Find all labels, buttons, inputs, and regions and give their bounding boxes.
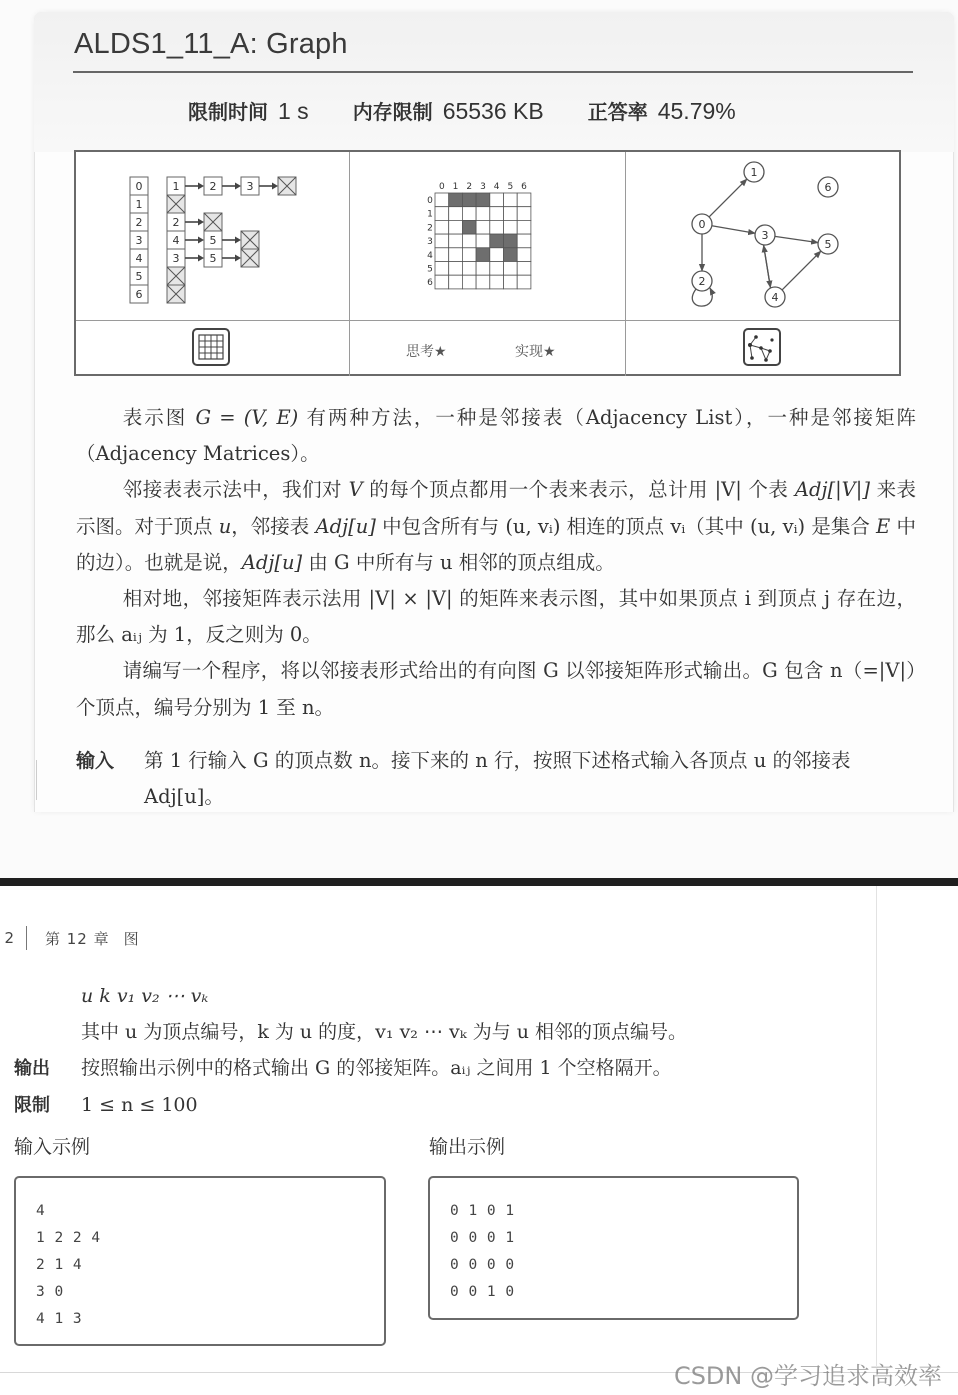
- watermark: CSDN @学习追求高效率: [673, 1362, 942, 1390]
- time-limit: [188, 96, 309, 125]
- implementation-rating: [515, 341, 556, 361]
- matrix-cell-filled: [476, 193, 490, 207]
- output-spec: [14, 1050, 687, 1087]
- matrix-cell-filled: [490, 234, 504, 248]
- matrix-cell: [462, 234, 476, 248]
- list-arrow-head: [198, 183, 204, 190]
- adjacency-matrix-figure: [350, 152, 626, 320]
- graph-node-label: 6: [824, 181, 832, 194]
- matrix-cell: [462, 207, 476, 221]
- list-node-label: 2: [172, 216, 180, 229]
- problem-title: ALDS1_11_A: Graph: [74, 28, 348, 60]
- matrix-cell-filled: [504, 248, 518, 262]
- sample-input-line: 4 1 3: [36, 1311, 83, 1327]
- matrix-cell: [476, 262, 490, 276]
- column-label: 4: [493, 182, 500, 192]
- page-number: 2: [4, 929, 14, 947]
- paragraph-task: 请编写一个程序，将以邻接表形式给出的有向图 G 以邻接矩阵形式输出。G 包含 n（=|V|）个顶点，编号分别为 1 至 n。: [76, 659, 916, 719]
- matrix-cell: [476, 220, 490, 234]
- matrix-cell: [517, 207, 531, 221]
- book-page-bottom: [0, 886, 958, 1395]
- limit-label: 限制: [14, 1095, 50, 1116]
- matrix-cell-filled: [476, 248, 490, 262]
- input-format-description: 其中 u 为顶点编号，k 为 u 的度，v₁ v₂ ⋯ vₖ 为与 u 相邻的顶点编号。: [81, 1021, 688, 1043]
- matrix-cell: [435, 234, 449, 248]
- matrix-cell: [517, 262, 531, 276]
- matrix-cell: [490, 262, 504, 276]
- row-label: 1: [427, 209, 433, 220]
- column-label: 5: [507, 182, 514, 192]
- matrix-cell: [462, 248, 476, 262]
- row-label: 6: [427, 278, 433, 289]
- index-label: 2: [135, 216, 143, 229]
- list-node-label: 5: [209, 252, 217, 265]
- matrix-cell: [476, 234, 490, 248]
- index-label: 5: [135, 270, 143, 283]
- sample-input-line: 1 2 2 4: [36, 1230, 101, 1246]
- graph-node-label: 1: [750, 166, 758, 179]
- page-edge: [36, 760, 37, 800]
- matrix-cell: [449, 234, 463, 248]
- directed-graph-diagram: [626, 152, 899, 320]
- figure-footer-right: [626, 320, 899, 376]
- row-label: 5: [427, 264, 433, 275]
- column-label: 1: [452, 182, 459, 192]
- matrix-cell-filled: [449, 193, 463, 207]
- running-header: [0, 926, 139, 950]
- problem-description: [76, 400, 916, 726]
- figure-footer-ratings: [350, 320, 626, 376]
- paragraph-adjacency-list: 邻接表表示法中，我们对 V 的每个顶点都用一个表来表示，总计用 |V| 个表 Adj[|V|] 来表示图。对于顶点 u，邻接表 Adj[u] 中包含所有与 (u, vᵢ) 相连的顶点 vᵢ（其中 (u, vᵢ) 是集合 E 中的边）。也就是说，Adj[u] 由 G 中所有与 u 相邻的顶点组成。: [76, 478, 916, 574]
- column-label: 6: [521, 182, 527, 192]
- index-label: 0: [135, 180, 143, 193]
- matrix-cell: [490, 275, 504, 289]
- matrix-cell: [462, 275, 476, 289]
- list-arrow-head: [235, 255, 241, 262]
- column-label: 3: [480, 182, 486, 192]
- star-icon: ★: [543, 344, 556, 360]
- matrix-cell: [504, 262, 518, 276]
- sample-output-title: 输出示例: [429, 1136, 506, 1158]
- time-limit-value: 1 s: [278, 98, 309, 124]
- matrix-cell: [449, 262, 463, 276]
- graph-node-label: 0: [698, 218, 706, 231]
- matrix-cell: [517, 220, 531, 234]
- sample-input-line: 3 0: [36, 1284, 64, 1300]
- output-label: 输出: [14, 1058, 50, 1079]
- matrix-cell: [504, 220, 518, 234]
- sample-input-line: 2 1 4: [36, 1257, 83, 1273]
- adjacency-matrix-diagram: [350, 152, 626, 320]
- list-node-label: 1: [172, 180, 180, 193]
- graph-node-label: 5: [824, 238, 832, 251]
- graph-edge: [709, 179, 747, 217]
- matrix-cell: [517, 234, 531, 248]
- input-label: 输入: [76, 750, 115, 772]
- memory-limit: [353, 96, 544, 125]
- list-node-label: 3: [246, 180, 254, 193]
- matrix-cell-filled: [462, 220, 476, 234]
- list-arrow-head: [198, 237, 204, 244]
- list-node-label: 2: [209, 180, 217, 193]
- time-limit-label: 限制时间: [188, 100, 268, 124]
- matrix-cell: [462, 262, 476, 276]
- limit-spec-text: 1 ≤ n ≤ 100: [81, 1094, 198, 1116]
- memory-limit-label: 内存限制: [352, 100, 433, 124]
- thinking-label: 思考: [406, 344, 434, 360]
- index-label: 6: [135, 288, 143, 301]
- matrix-cell: [504, 275, 518, 289]
- sample-input-title: 输入示例: [14, 1136, 91, 1158]
- matrix-cell: [449, 220, 463, 234]
- matrix-cell: [435, 248, 449, 262]
- graph-node-label: 2: [698, 275, 706, 288]
- graph-node-label: 4: [771, 291, 779, 304]
- matrix-cell: [476, 275, 490, 289]
- accuracy-rate-label: 正答率: [587, 100, 648, 124]
- matrix-cell: [517, 275, 531, 289]
- list-arrow-head: [198, 219, 204, 226]
- header-separator: [26, 926, 27, 950]
- matrix-cell: [435, 207, 449, 221]
- input-spec: [76, 743, 916, 815]
- chapter-number: 第 12 章: [45, 929, 110, 948]
- list-node-label: 5: [209, 234, 217, 247]
- matrix-cell: [449, 275, 463, 289]
- list-arrow-head: [198, 255, 204, 262]
- directed-graph-figure: [626, 152, 899, 320]
- matrix-grid-icon: [76, 321, 350, 377]
- list-arrow-head: [272, 183, 278, 190]
- index-label: 4: [135, 252, 143, 265]
- matrix-cell: [449, 248, 463, 262]
- adjacency-list-figure: [76, 152, 350, 320]
- row-label: 4: [427, 250, 433, 261]
- sample-output-box: [428, 1176, 799, 1320]
- matrix-cell: [504, 193, 518, 207]
- list-arrow-head: [235, 237, 241, 244]
- matrix-cell: [490, 220, 504, 234]
- graph-node-label: 3: [761, 229, 769, 242]
- list-node-label: 4: [172, 234, 180, 247]
- row-label: 2: [427, 223, 433, 234]
- column-label: 0: [438, 182, 445, 192]
- graph-icon: [626, 321, 899, 377]
- matrix-cell-filled: [462, 193, 476, 207]
- sample-output-line: 0 0 0 0: [450, 1257, 515, 1273]
- adjacency-list-diagram: [76, 152, 350, 320]
- paragraph-adjacency-matrix: 相对地，邻接矩阵表示法用 |V| × |V| 的矩阵来表示图，其中如果顶点 i 到顶点 j 存在边，那么 aᵢⱼ 为 1，反之则为 0。: [76, 587, 916, 647]
- output-spec-text: 按照输出示例中的格式输出 G 的邻接矩阵。aᵢⱼ 之间用 1 个空格隔开。: [81, 1057, 672, 1079]
- row-label: 0: [427, 196, 433, 206]
- graph-edge: [775, 236, 818, 242]
- input-format: [14, 978, 687, 1124]
- sample-output-line: 0 0 0 1: [450, 1230, 515, 1246]
- title-divider: [73, 71, 913, 73]
- matrix-cell: [435, 220, 449, 234]
- accuracy-rate-value: 45.79%: [657, 98, 736, 124]
- matrix-cell: [517, 248, 531, 262]
- star-icon: ★: [434, 344, 447, 360]
- list-node-label: 3: [172, 252, 180, 265]
- problem-meta: [188, 96, 736, 125]
- matrix-cell: [435, 275, 449, 289]
- row-label: 3: [427, 237, 433, 248]
- sample-output-line: 0 0 1 0: [450, 1284, 515, 1300]
- page-edge-right: [876, 886, 877, 1366]
- matrix-cell-filled: [504, 234, 518, 248]
- matrix-cell: [435, 193, 449, 207]
- matrix-cell: [476, 207, 490, 221]
- paragraph-representations: 表示图 G = (V, E) 有两种方法，一种是邻接表（Adjacency List），一种是邻接矩阵（Adjacency Matrices）。: [76, 406, 916, 466]
- chapter-title: 图: [123, 929, 139, 948]
- list-arrow-head: [235, 183, 241, 190]
- accuracy-rate: [588, 96, 736, 125]
- implementation-label: 实现: [515, 344, 543, 360]
- memory-limit-value: 65536 KB: [442, 98, 544, 124]
- sample-input-line: 4: [36, 1203, 46, 1219]
- column-label: 2: [466, 182, 473, 192]
- matrix-cell: [490, 193, 504, 207]
- sample-input-box: [14, 1176, 386, 1346]
- matrix-cell: [490, 207, 504, 221]
- input-spec-text: 第 1 行输入 G 的顶点数 n。接下来的 n 行，按照下述格式输入各顶点 u 的邻接表 Adj[u]。: [144, 749, 851, 809]
- page-separator: [0, 878, 958, 886]
- limit-spec: [14, 1087, 687, 1124]
- matrix-cell: [517, 193, 531, 207]
- graph-edge: [782, 251, 821, 290]
- matrix-cell: [449, 207, 463, 221]
- figure-table: [74, 150, 901, 376]
- thinking-rating: [406, 341, 447, 361]
- matrix-cell: [435, 262, 449, 276]
- sample-output-line: 0 1 0 1: [450, 1203, 515, 1219]
- graph-edge: [764, 245, 771, 287]
- index-label: 1: [135, 198, 143, 211]
- figure-footer-left: [76, 320, 350, 376]
- matrix-cell: [504, 207, 518, 221]
- matrix-cell: [490, 248, 504, 262]
- input-format-line: u k v₁ v₂ ⋯ vₖ: [81, 985, 209, 1007]
- index-label: 3: [135, 234, 143, 247]
- graph-edge: [712, 226, 755, 234]
